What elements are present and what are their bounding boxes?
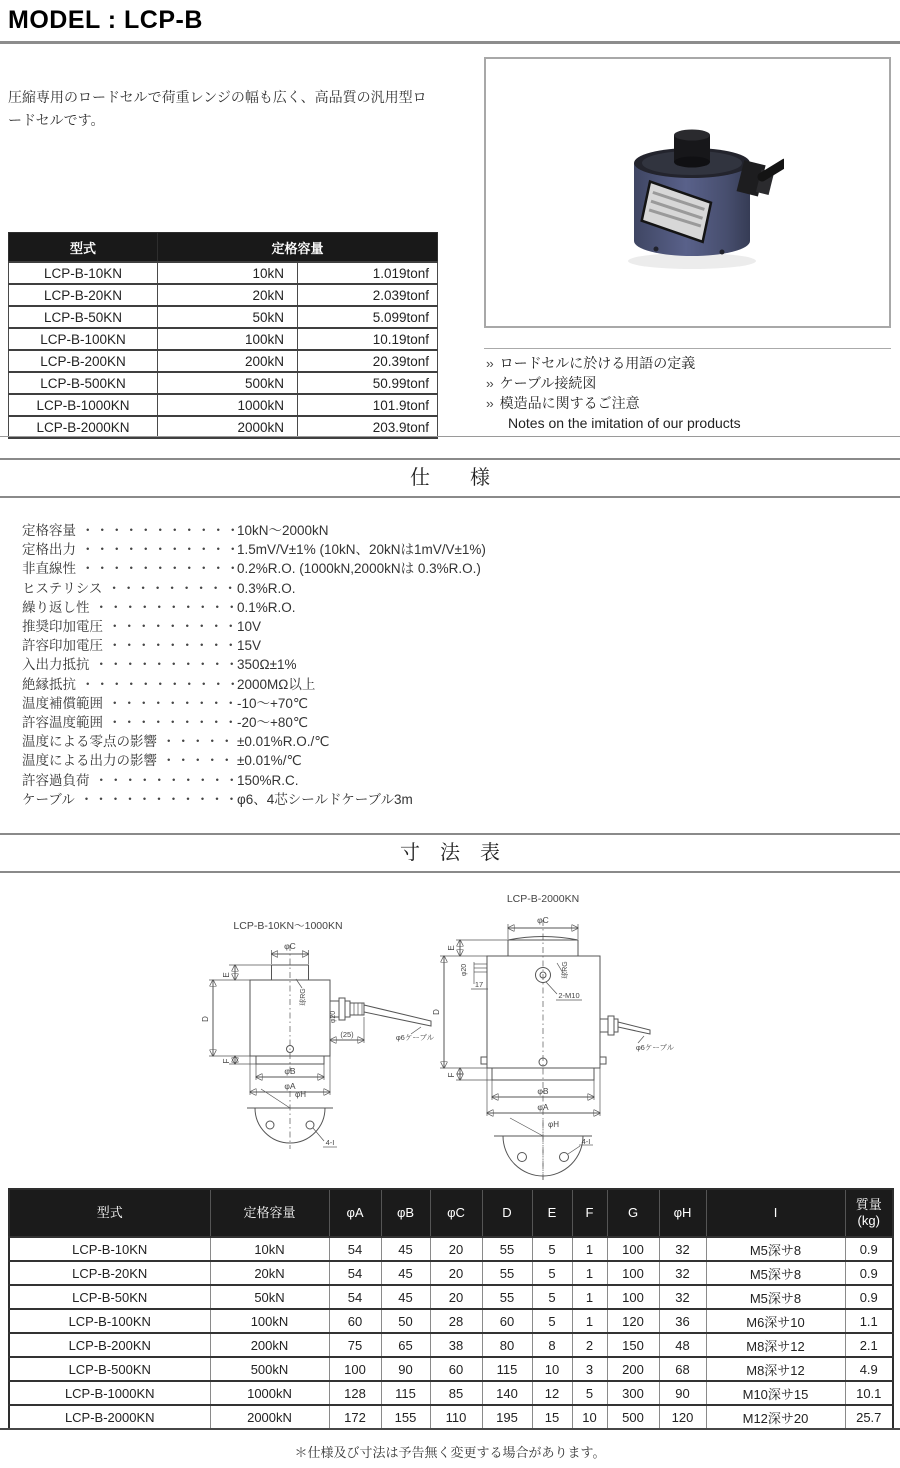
tonf-cell: 20.39tonf [298,350,438,372]
link-imitation-notice-en: Notes on the imitation of our products [508,415,741,431]
phiA-cell: 75 [329,1333,381,1357]
dimension-row [9,1261,893,1285]
spec-row [22,675,882,694]
col-I: I [706,1189,845,1237]
phiH-cell: 32 [659,1237,706,1261]
D-cell: 55 [482,1261,532,1285]
model-cell: LCP-B-500KN [9,1357,210,1381]
F-cell: 1 [572,1261,607,1285]
kn-cell: 10kN [158,262,298,284]
tonf-cell: 5.099tonf [298,306,438,328]
capacity-cell: 50kN [210,1285,329,1309]
phiA-cell: 54 [329,1237,381,1261]
phiA-cell: 54 [329,1285,381,1309]
link-label: ロードセルに於ける用語の定義 [499,355,696,371]
model-cell: LCP-B-50KN [9,306,158,328]
spec-label: 許容印加電圧 [22,638,103,654]
phiC-cell: 110 [430,1405,482,1429]
spec-dots-leader: ・・・・・・・・・・ [94,657,240,673]
dim-phi20: φ20 [461,963,468,977]
D-cell: 80 [482,1333,532,1357]
D-cell: 115 [482,1357,532,1381]
phiC-cell: 38 [430,1333,482,1357]
kn-cell: 200kN [158,350,298,372]
tonf-cell: 1.019tonf [298,262,438,284]
col-mass: 質量 (kg) [845,1189,893,1237]
dim-ball-RG: 球RG [300,988,307,1006]
photo-shapes [628,130,784,270]
phiB-cell: 65 [381,1333,430,1357]
phiH-cell: 36 [659,1309,706,1333]
spec-label: ヒステリシス [22,580,103,596]
col-model: 型式 [9,233,158,263]
page-title: MODEL : LCP-B [8,6,203,34]
model-cell: LCP-B-1000KN [9,394,158,416]
capacity-cell: 500kN [210,1357,329,1381]
spec-dots-leader: ・・・・・・・・・・・ [81,542,241,558]
phiC-cell: 20 [430,1237,482,1261]
spec-row [22,713,882,732]
col-phiH: φH [659,1189,706,1237]
E-cell: 15 [532,1405,572,1429]
spec-label: 繰り返し性 [22,599,90,615]
I-cell: M6深サ10 [706,1309,845,1333]
spec-row [22,540,882,559]
spec-dots-leader: ・・・・・・・・・ [108,638,239,654]
kn-cell: 2000kN [158,416,298,438]
spec-value: 150%R.C. [237,772,299,788]
product-description: 圧縮専用のロードセルで荷重レンジの幅も広く、高品質の汎用型ロードセルです。 [8,89,427,129]
spec-value: 350Ω±1% [237,657,297,673]
phiC-cell: 20 [430,1285,482,1309]
drawing-title: LCP-B-10KN～1000KN [233,920,343,932]
col-phiC: φC [430,1189,482,1237]
col-F: F [572,1189,607,1237]
technical-drawing-2000kn [430,878,725,1183]
capacity-cell: 10kN [210,1237,329,1261]
dim-holes: 4-I [581,1137,591,1146]
drawing-lines [209,945,431,1149]
photo-separator [484,348,891,349]
capacity-row [9,262,438,284]
col-phiA: φA [329,1189,381,1237]
phiH-cell: 90 [659,1381,706,1405]
E-cell: 5 [532,1237,572,1261]
spec-value: 1.5mV/V±1% (10kN、20kNは1mV/V±1%) [237,542,486,558]
spec-dots-leader: ・・・・・・・・・・・ [81,676,241,692]
section-divider [0,436,900,437]
dimension-table [8,1188,894,1430]
product-photo-frame [484,57,891,328]
capacity-table-header [9,233,438,263]
spec-dots-leader: ・・・・・・・・・ [107,580,238,596]
spec-row [22,771,882,790]
model-cell: LCP-B-20KN [9,1261,210,1285]
D-cell: 55 [482,1285,532,1309]
F-cell: 3 [572,1357,607,1381]
mass-cell: 1.1 [845,1309,893,1333]
dim-phiB: φB [284,1066,296,1076]
mass-cell: 2.1 [845,1333,893,1357]
model-cell: LCP-B-500KN [9,372,158,394]
spec-row [22,579,882,598]
dim-phiA: φA [537,1102,549,1112]
spec-row [22,655,882,674]
spec-dots-leader: ・・・・・・・・・ [108,715,239,731]
dimension-row [9,1285,893,1309]
mass-cell: 4.9 [845,1357,893,1381]
phiB-cell: 50 [381,1309,430,1333]
dim-phiH: φH [548,1120,559,1129]
capacity-cell: 2000kN [210,1405,329,1429]
capacity-row [9,350,438,372]
col-E: E [532,1189,572,1237]
link-arrow-icon: ›› [486,355,493,371]
spec-dots-leader: ・・・・・・・・・・・ [81,523,241,538]
spec-value: -20～+80℃ [237,715,309,731]
phiB-cell: 115 [381,1381,430,1405]
D-cell: 55 [482,1237,532,1261]
spec-label: 許容過負荷 [22,772,90,788]
capacity-row [9,372,438,394]
I-cell: M5深サ8 [706,1237,845,1261]
dim-D: D [201,1016,210,1022]
kn-cell: 50kN [158,306,298,328]
spec-label: 推奨印加電圧 [22,619,103,635]
dim-D: D [432,1009,441,1015]
dim-F: F [222,1058,231,1064]
dim-E: E [222,972,231,978]
dimension-row [9,1381,893,1405]
F-cell: 10 [572,1405,607,1429]
G-cell: 150 [607,1333,659,1357]
dimension-table-header [9,1189,893,1237]
F-cell: 2 [572,1333,607,1357]
phiC-cell: 28 [430,1309,482,1333]
F-cell: 1 [572,1309,607,1333]
spec-row [22,751,882,770]
spec-value: 0.3%R.O. [237,580,296,596]
tonf-cell: 101.9tonf [298,394,438,416]
E-cell: 12 [532,1381,572,1405]
dim-holes: 4-I [325,1138,335,1147]
dim-25: (25) [340,1030,354,1039]
phiA-cell: 172 [329,1405,381,1429]
related-links [486,353,892,433]
E-cell: 8 [532,1333,572,1357]
link-label: ケーブル接続図 [499,375,597,391]
dimension-row [9,1237,893,1261]
spec-dots-leader: ・・・・・・・・・・・ [79,791,240,807]
dimension-section-title: 寸 法 表 [0,833,900,873]
link-arrow-icon: ›› [486,395,493,411]
kn-cell: 100kN [158,328,298,350]
dimension-row [9,1309,893,1333]
I-cell: M8深サ12 [706,1333,845,1357]
spec-row [22,694,882,713]
model-cell: LCP-B-2000KN [9,1405,210,1429]
col-model: 型式 [9,1189,210,1237]
link-label: 模造品に関するご注意 [499,395,640,411]
dim-F: F [447,1072,456,1078]
footer-note: ＊仕様及び寸法は予告無く変更する場合があります。 [294,1445,606,1460]
link-imitation-notice[interactable] [486,393,892,413]
dim-cable: φ6ケーブル [635,1043,675,1052]
E-cell: 5 [532,1261,572,1285]
phiC-cell: 20 [430,1261,482,1285]
tonf-cell: 10.19tonf [298,328,438,350]
col-phiB: φB [381,1189,430,1237]
spec-value: φ6、4芯シールドケーブル3m [237,791,413,807]
spec-value: 0.1%R.O. [237,599,296,615]
phiA-cell: 60 [329,1309,381,1333]
footer-rule [0,1428,900,1430]
load-cell-photo [604,111,784,276]
spec-label: 許容温度範囲 [22,715,103,731]
spec-row [22,559,882,578]
kn-cell: 20kN [158,284,298,306]
spec-value: 10V [237,619,262,635]
phiB-cell: 45 [381,1285,430,1309]
dimension-row [9,1357,893,1381]
link-cable-diagram[interactable] [486,373,892,393]
capacity-row [9,306,438,328]
capacity-cell: 100kN [210,1309,329,1333]
model-cell: LCP-B-200KN [9,350,158,372]
kn-cell: 500kN [158,372,298,394]
mass-cell: 10.1 [845,1381,893,1405]
spec-label: 定格容量 [22,523,76,538]
dimension-row [9,1333,893,1357]
spec-value: 10kN～2000kN [237,523,329,538]
phiH-cell: 32 [659,1285,706,1309]
dim-E: E [447,945,456,951]
I-cell: M10深サ15 [706,1381,845,1405]
G-cell: 300 [607,1381,659,1405]
spec-value: 0.2%R.O. (1000kN,2000kNは 0.3%R.O.) [237,561,481,577]
spec-row [22,617,882,636]
I-cell: M12深サ20 [706,1405,845,1429]
capacity-row [9,328,438,350]
capacity-row [9,284,438,306]
tonf-cell: 203.9tonf [298,416,438,438]
tonf-cell: 2.039tonf [298,284,438,306]
drawing-lines [440,920,650,1181]
col-G: G [607,1189,659,1237]
spec-label: 温度補償範囲 [22,695,103,711]
col-capacity: 定格容量 [210,1189,329,1237]
drawing-title: LCP-B-2000KN [506,893,580,905]
G-cell: 500 [607,1405,659,1429]
phiH-cell: 32 [659,1261,706,1285]
phiA-cell: 100 [329,1357,381,1381]
mass-cell: 0.9 [845,1261,893,1285]
model-cell: LCP-B-100KN [9,328,158,350]
E-cell: 5 [532,1309,572,1333]
G-cell: 100 [607,1285,659,1309]
spec-dots-leader: ・・・・・・・・・ [108,619,239,635]
D-cell: 195 [482,1405,532,1429]
model-cell: LCP-B-50KN [9,1285,210,1309]
phiH-cell: 120 [659,1405,706,1429]
dim-cable: φ6ケーブル [395,1033,435,1042]
phiB-cell: 45 [381,1237,430,1261]
spec-label: 温度による出力の影響 [22,753,157,769]
tonf-cell: 50.99tonf [298,372,438,394]
spec-dots-leader: ・・・・・・・・・ [108,695,239,711]
capacity-row [9,394,438,416]
D-cell: 140 [482,1381,532,1405]
spec-label: 非直線性 [22,561,76,577]
dim-phiA: φA [284,1081,296,1091]
dimension-row [9,1405,893,1429]
spec-row [22,598,882,617]
col-D: D [482,1189,532,1237]
spec-dots-leader: ・・・・・ [162,753,235,769]
link-arrow-icon: ›› [486,375,493,391]
phiA-cell: 54 [329,1261,381,1285]
spec-label: 入出力抵抗 [22,657,90,673]
dim-phiC: φC [537,915,549,925]
model-cell: LCP-B-20KN [9,284,158,306]
E-cell: 10 [532,1357,572,1381]
dim-2-M10: 2-M10 [558,991,580,1000]
kn-cell: 1000kN [158,394,298,416]
model-cell: LCP-B-10KN [9,1237,210,1261]
phiA-cell: 128 [329,1381,381,1405]
F-cell: 1 [572,1285,607,1309]
phiC-cell: 60 [430,1357,482,1381]
spec-value: ±0.01%R.O./℃ [237,734,330,750]
dim-phiH: φH [295,1090,306,1099]
spec-label: 絶縁抵抗 [22,676,76,692]
mass-cell: 0.9 [845,1285,893,1309]
model-cell: LCP-B-200KN [9,1333,210,1357]
capacity-cell: 20kN [210,1261,329,1285]
spec-list [22,521,882,809]
spec-row [22,521,882,540]
F-cell: 5 [572,1381,607,1405]
spec-row [22,790,882,809]
spec-row [22,732,882,751]
link-terms[interactable] [486,353,892,373]
spec-label: 定格出力 [22,542,76,558]
spec-label: ケーブル [22,791,75,807]
capacity-table [8,232,438,439]
spec-value: 2000MΩ以上 [237,676,316,692]
phiH-cell: 48 [659,1333,706,1357]
I-cell: M5深サ8 [706,1285,845,1309]
spec-dots-leader: ・・・・・・・・・・ [94,599,240,615]
col-capacity: 定格容量 [158,233,438,263]
dim-phi20: φ20 [330,1010,337,1024]
phiB-cell: 45 [381,1261,430,1285]
I-cell: M8深サ12 [706,1357,845,1381]
capacity-row [9,416,438,438]
model-cell: LCP-B-100KN [9,1309,210,1333]
spec-row [22,636,882,655]
phiH-cell: 68 [659,1357,706,1381]
dim-phiC: φC [284,941,296,951]
mass-cell: 0.9 [845,1237,893,1261]
dim-ball-RG: 球RG [562,961,569,979]
dim-phiB: φB [537,1086,549,1096]
G-cell: 120 [607,1309,659,1333]
model-cell: LCP-B-10KN [9,262,158,284]
spec-value: -10～+70℃ [237,695,309,711]
model-cell: LCP-B-2000KN [9,416,158,438]
G-cell: 100 [607,1261,659,1285]
D-cell: 60 [482,1309,532,1333]
technical-drawing-10kn-1000kn [183,893,448,1153]
spec-section-title: 仕 様 [0,458,900,498]
capacity-cell: 1000kN [210,1381,329,1405]
spec-dots-leader: ・・・・・ [162,734,235,750]
spec-value: ±0.01%/℃ [237,753,302,769]
I-cell: M5深サ8 [706,1261,845,1285]
spec-dots-leader: ・・・・・・・・・・・ [81,561,241,577]
spec-value: 15V [237,638,262,654]
phiC-cell: 85 [430,1381,482,1405]
phiB-cell: 90 [381,1357,430,1381]
phiB-cell: 155 [381,1405,430,1429]
dim-17: 17 [474,980,484,989]
capacity-cell: 200kN [210,1333,329,1357]
title-rule [0,41,900,44]
G-cell: 100 [607,1237,659,1261]
mass-cell: 25.7 [845,1405,893,1429]
model-cell: LCP-B-1000KN [9,1381,210,1405]
spec-label: 温度による零点の影響 [22,734,157,750]
spec-dots-leader: ・・・・・・・・・・ [94,772,240,788]
E-cell: 5 [532,1285,572,1309]
G-cell: 200 [607,1357,659,1381]
F-cell: 1 [572,1237,607,1261]
